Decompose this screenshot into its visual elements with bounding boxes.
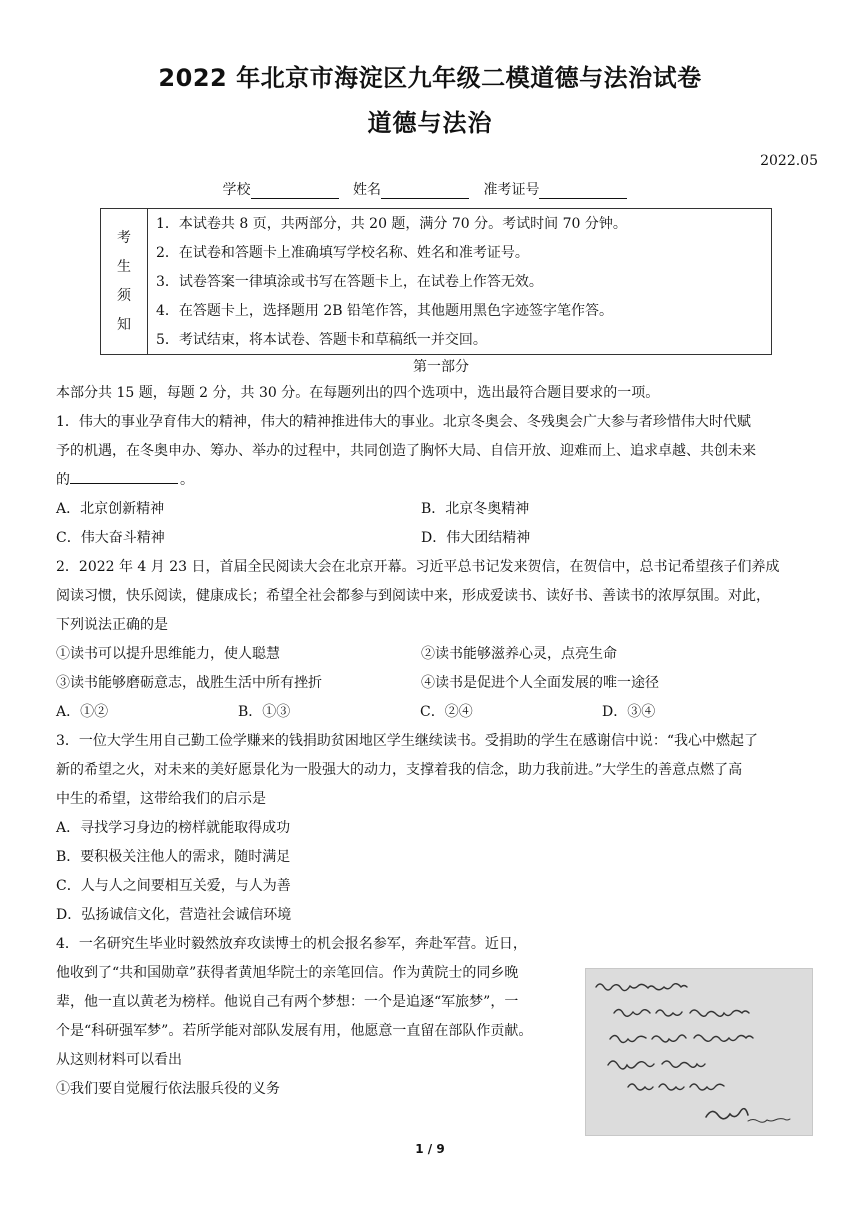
q4-line: 从这则材料可以看出 <box>56 1052 182 1068</box>
q2-line: 下列说法正确的是 <box>56 617 168 633</box>
q2-option-a: A．①② <box>56 704 109 720</box>
q4-line: 个是“科研强军梦”。若所学能对部队发展有用，他愿意一直留在部队作贡献。 <box>56 1023 533 1039</box>
q1-option-b: B．北京冬奥精神 <box>421 501 530 517</box>
q4-line: 他收到了“共和国勋章”获得者黄旭华院士的亲笔回信。作为黄院士的同乡晚 <box>56 965 519 981</box>
notice-item: 2．在试卷和答题卡上准确填写学校名称、姓名和准考证号。 <box>156 245 529 261</box>
q1-line: 1．伟大的事业孕育伟大的精神，伟大的精神推进伟大的事业。北京冬奥会、冬残奥会广大参与者珍惜伟大时代赋 <box>56 414 751 430</box>
q3-option-d: D．弘扬诚信文化，营造社会诚信环境 <box>56 907 292 923</box>
student-info-line <box>0 179 860 199</box>
q2-statements-row <box>56 640 826 669</box>
q3-line: 新的希望之火，对未来的美好愿景化为一股强大的动力，支撑着我的信念，助力我前进。”大学生的善意点燃了高 <box>56 762 743 778</box>
q2-statement: ①读书可以提升思维能力，使人聪慧 <box>56 646 280 662</box>
part-heading: 第一部分 <box>413 359 469 375</box>
school-label: 学校 <box>222 182 251 198</box>
notice-item: 1．本试卷共 8 页，共两部分，共 20 题，满分 70 分。考试时间 70 分钟。 <box>156 216 627 232</box>
q4-line: 辈，他一直以黄老为榜样。他说自己有两个梦想：一个是追逐“军旅梦”，一 <box>56 994 519 1010</box>
q1-option-d: D．伟大团结精神 <box>421 530 531 546</box>
answer-blank <box>70 469 178 484</box>
page-number: 1 / 9 <box>415 1142 445 1156</box>
notice-label: 考 生 须 知 <box>101 209 148 354</box>
q2-statement: ④读书是促进个人全面发展的唯一途径 <box>421 675 659 691</box>
q4-line: 4．一名研究生毕业时毅然放弃攻读博士的机会报名参军，奔赴军营。近日， <box>56 936 527 952</box>
notice-rules <box>148 209 771 354</box>
q2-option-c: C．②④ <box>420 704 473 720</box>
q2-line: 阅读习惯，快乐阅读，健康成长；希望全社会都参与到阅读中来，形成爱读书、读好书、善读书的浓厚氛围。对此， <box>56 588 770 604</box>
school-blank <box>251 184 339 199</box>
q2-option-d: D．③④ <box>602 704 656 720</box>
q2-statement: ②读书能够滋养心灵，点亮生命 <box>421 646 617 662</box>
q3-option-c: C．人与人之间要相互关爱，与人为善 <box>56 878 291 894</box>
exam-id-blank <box>539 184 627 199</box>
q1-options-row <box>56 524 826 553</box>
q3-option-a: A．寻找学习身边的榜样就能取得成功 <box>56 820 291 836</box>
q1-option-c: C．伟大奋斗精神 <box>56 530 165 546</box>
q1-options-row <box>56 495 826 524</box>
q3-option-b: B．要积极关注他人的需求，随时满足 <box>56 849 291 865</box>
q2-statements-row <box>56 669 826 698</box>
exam-title: 2022 年北京市海淀区九年级二模道德与法治试卷 <box>158 64 702 92</box>
q1-line: 予的机遇，在冬奥申办、筹办、举办的过程中，共同创造了胸怀大局、自信开放、迎难而上、追求卓越、共创未来 <box>56 443 756 459</box>
q1-option-a: A．北京创新精神 <box>56 501 165 517</box>
handwritten-letter-svg <box>586 969 812 1135</box>
q3-line: 3．一位大学生用自己勤工俭学赚来的钱捐助贫困地区学生继续读书。受捐助的学生在感谢信中说：“我心中燃起了 <box>56 733 759 749</box>
notice-item: 3．试卷答案一律填涂或书写在答题卡上，在试卷上作答无效。 <box>156 274 543 290</box>
notice-item: 5．考试结束，将本试卷、答题卡和草稿纸一并交回。 <box>156 332 487 348</box>
q2-statement: ③读书能够磨砺意志，战胜生活中所有挫折 <box>56 675 322 691</box>
q2-line: 2．2022 年 4 月 23 日，首届全民阅读大会在北京开幕。习近平总书记发来贺信，在贺信中，总书记希望孩子们养成 <box>56 559 780 575</box>
q2-options-row <box>56 698 826 727</box>
name-label: 姓名 <box>353 182 381 198</box>
q2-option-b: B．①③ <box>238 704 291 720</box>
notice-item: 4．在答题卡上，选择题用 2B 铅笔作答，其他题用黑色字迹签字笔作答。 <box>156 303 614 319</box>
q3-line: 中生的希望，这带给我们的启示是 <box>56 791 266 807</box>
subject-title: 道德与法治 <box>367 109 493 137</box>
exam-id-label: 准考证号 <box>483 182 540 198</box>
part-instructions: 本部分共 15 题，每题 2 分，共 30 分。在每题列出的四个选项中，选出最符合题目要求的一项。 <box>56 385 660 401</box>
q1-line: 的 。 <box>56 466 826 495</box>
notice-box <box>100 208 772 355</box>
exam-date: 2022.05 <box>760 153 818 169</box>
handwritten-letter-image <box>585 968 813 1136</box>
name-blank <box>381 184 469 199</box>
q4-statement: ①我们要自觉履行依法服兵役的义务 <box>56 1081 280 1097</box>
